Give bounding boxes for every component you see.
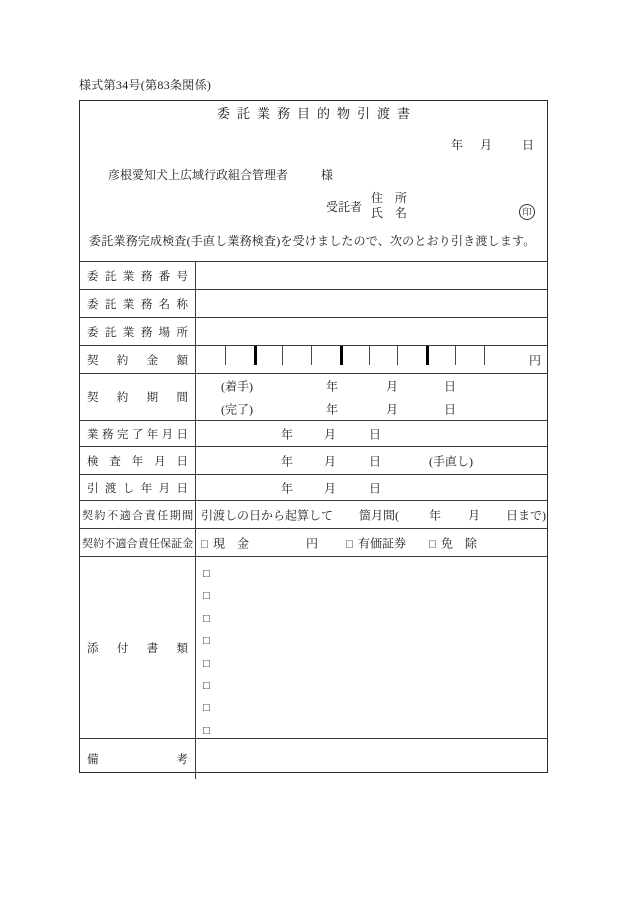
period-end-day: 日	[444, 402, 457, 416]
completion-month: 月	[324, 427, 337, 441]
period-start-year: 年	[326, 379, 339, 393]
cash-option-label: 現 金	[212, 536, 249, 550]
defect-period-month: 月	[468, 508, 481, 522]
defect-period-prefix: 引渡しの日から起算して	[201, 508, 334, 522]
contractor-name-label[interactable]: 氏 名	[371, 206, 408, 220]
period-end-prefix: (完了)	[221, 402, 253, 416]
digit-separator-tick	[254, 346, 257, 365]
work-place-label: 委託業務場所	[80, 318, 196, 345]
cash-yen-unit: 円	[306, 536, 319, 550]
date-month-label: 月	[479, 138, 492, 152]
contractor-fields	[371, 191, 407, 221]
completion-date-label: 業務完了年月日	[80, 421, 196, 446]
table-row-defect-liability-period	[80, 500, 547, 528]
digit-separator-tick	[426, 346, 429, 365]
inspection-year: 年	[281, 454, 294, 468]
defect-liability-period-label: 契約不適合責任期間	[80, 501, 196, 528]
defect-period-months-unit: 箇月間(	[359, 508, 399, 522]
inspection-day: 日	[369, 454, 382, 468]
recipient-name: 彦根愛知犬上広域行政組合管理者	[108, 168, 289, 182]
defect-liability-deposit-label: 契約不適合責任保証金	[80, 529, 196, 556]
attachment-checkbox[interactable]: □	[203, 702, 210, 715]
table-row-handover-date	[80, 474, 547, 500]
statement-text: 委託業務完成検査(手直し業務検査)を受けましたので、次のとおり引き渡します。	[89, 234, 536, 248]
digit-separator-tick	[484, 346, 485, 365]
attachment-list	[196, 557, 547, 742]
date-day-label: 日	[521, 138, 534, 152]
handover-date-label: 引渡し年月日	[80, 475, 196, 500]
attachment-checkbox[interactable]: □	[203, 680, 210, 693]
form-title: 委託業務目的物引渡書	[216, 106, 417, 121]
digit-separator-tick	[225, 346, 226, 365]
period-start-line	[196, 374, 547, 397]
work-name-label: 委託業務名称	[80, 290, 196, 317]
digit-separator-tick	[397, 346, 398, 365]
deposit-option-securities[interactable]	[346, 534, 406, 551]
handover-year: 年	[281, 481, 294, 495]
digit-separator-tick	[455, 346, 456, 365]
contractor-address-label[interactable]: 住 所	[371, 191, 408, 205]
completion-year: 年	[281, 427, 294, 441]
inspection-date-field[interactable]	[196, 447, 547, 474]
period-start-month: 月	[386, 379, 399, 393]
completion-day: 日	[369, 427, 382, 441]
form-header	[80, 107, 547, 261]
securities-option-label: 有価証券	[357, 536, 406, 550]
digit-separator-tick	[369, 346, 370, 365]
date-year-label: 年	[450, 138, 463, 152]
handover-date-field[interactable]	[196, 475, 547, 500]
period-end-year: 年	[326, 402, 339, 416]
exempt-checkbox[interactable]: □	[429, 538, 436, 550]
table-row-work-number	[80, 261, 547, 289]
table-row-contract-amount	[80, 345, 547, 373]
amount-yen-unit: 円	[528, 353, 541, 367]
attachment-checkbox[interactable]: □	[203, 724, 210, 737]
contract-period-label: 契約期間	[80, 374, 196, 420]
digit-separator-tick	[282, 346, 283, 365]
recipient-honorific: 様	[321, 168, 334, 182]
table-row-work-name	[80, 289, 547, 317]
inspection-date-label: 検査年月日	[80, 447, 196, 474]
attachment-checkbox[interactable]: □	[203, 590, 210, 603]
work-place-field[interactable]	[196, 318, 547, 345]
deposit-option-exempt[interactable]	[429, 534, 477, 551]
period-start-prefix: (着手)	[221, 379, 253, 393]
work-name-field[interactable]	[196, 290, 547, 317]
contract-amount-label: 契約金額	[80, 346, 196, 373]
deposit-option-cash[interactable]	[201, 534, 249, 551]
digit-separator-tick	[311, 346, 312, 365]
attachment-checkbox[interactable]: □	[203, 657, 210, 670]
period-start-day: 日	[444, 379, 457, 393]
period-end-month: 月	[386, 402, 399, 416]
inspection-month: 月	[324, 454, 337, 468]
defect-liability-period-field[interactable]	[196, 501, 547, 528]
contract-amount-field[interactable]	[196, 346, 547, 373]
table-row-attachments	[80, 556, 547, 738]
work-number-field[interactable]	[196, 262, 547, 289]
inspection-rework-note: (手直し)	[429, 454, 473, 468]
contractor-label: 受託者	[326, 199, 363, 214]
date-line	[80, 138, 547, 152]
contract-period-field[interactable]	[196, 374, 547, 420]
attachments-field[interactable]	[196, 557, 547, 738]
attachment-checkbox[interactable]: □	[203, 635, 210, 648]
table-row-remarks	[80, 738, 547, 779]
contractor-block	[80, 191, 547, 221]
remarks-label: 備考	[80, 739, 196, 779]
securities-checkbox[interactable]: □	[346, 538, 353, 550]
cash-checkbox[interactable]: □	[201, 538, 208, 550]
period-end-line	[196, 397, 547, 420]
attachment-checkbox[interactable]: □	[203, 568, 210, 580]
table-row-completion-date	[80, 420, 547, 446]
exempt-option-label: 免 除	[440, 536, 477, 550]
attachments-label: 添付書類	[80, 557, 196, 738]
work-number-label: 委託業務番号	[80, 262, 196, 289]
table-row-defect-liability-deposit	[80, 528, 547, 556]
attachment-checkbox[interactable]: □	[203, 612, 210, 625]
remarks-field[interactable]	[196, 739, 547, 779]
handover-month: 月	[324, 481, 337, 495]
table-row-contract-period	[80, 373, 547, 420]
recipient-line	[80, 168, 547, 182]
table-row-inspection-date	[80, 446, 547, 474]
table-row-work-place	[80, 317, 547, 345]
defect-period-year: 年	[429, 508, 442, 522]
defect-period-until: 日まで)	[506, 508, 546, 522]
completion-date-field[interactable]	[196, 421, 547, 446]
form-box	[79, 100, 548, 773]
form-number: 様式第34号(第83条関係)	[79, 78, 212, 92]
seal-stamp-icon: 印	[519, 204, 535, 220]
handover-day: 日	[369, 481, 382, 495]
defect-liability-deposit-field	[196, 529, 547, 556]
digit-separator-tick	[340, 346, 343, 365]
